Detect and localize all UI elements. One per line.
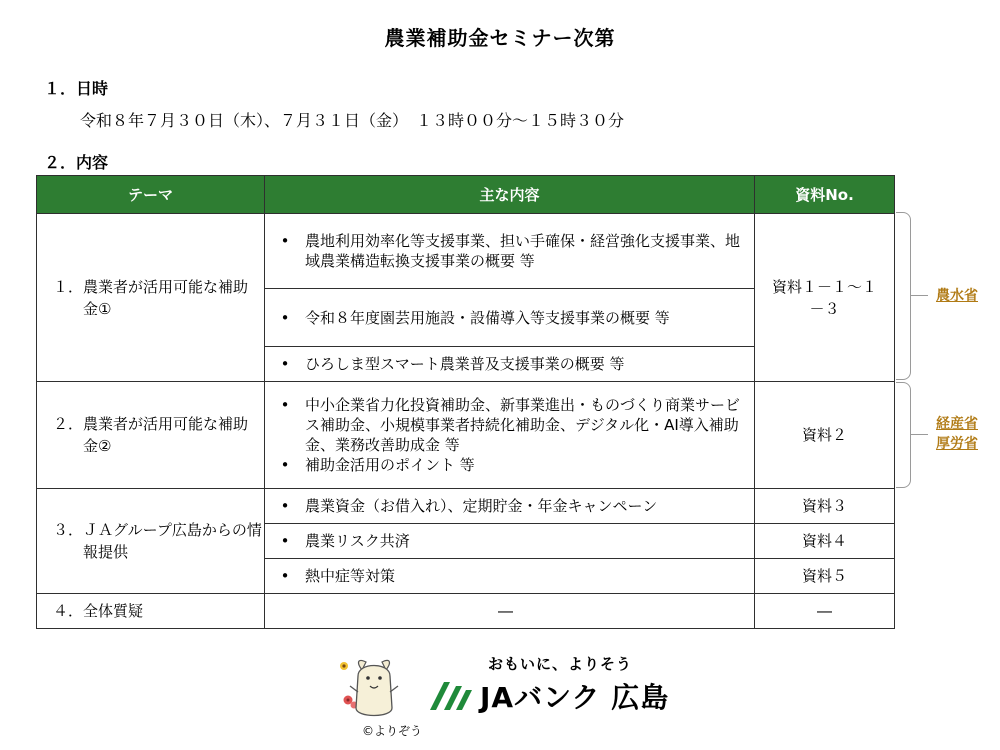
- content-cell: [265, 214, 755, 289]
- table-header-row: [37, 176, 895, 214]
- header-theme: テーマ: [37, 176, 265, 214]
- theme-cell: [37, 489, 265, 594]
- agency-label-mhlw: 厚労省: [936, 436, 978, 452]
- ref-cell: 資料５: [755, 559, 895, 594]
- theme-number: ４．: [53, 602, 84, 620]
- ref-cell: ―: [755, 594, 895, 629]
- copyright-text: ©よりぞう: [362, 724, 423, 738]
- theme-number: ２．: [53, 415, 84, 433]
- theme-cell: [37, 382, 265, 489]
- agency-label-maff: 農水省: [936, 288, 978, 304]
- theme-text: 農業者が活用可能な補助金②: [83, 415, 249, 455]
- table-row: [37, 489, 895, 524]
- content-item: 農地利用効率化等支援事業、担い手確保・経営強化支援事業、地域農業構造転換支援事業の概要 等: [305, 232, 741, 270]
- table-row: [37, 594, 895, 629]
- content-item: 熱中症等対策: [305, 567, 396, 585]
- mascot-yorizo-icon: [334, 656, 412, 726]
- bullet-icon: •: [280, 355, 290, 373]
- content-cell: [265, 559, 755, 594]
- content-cell: [265, 489, 755, 524]
- content-item: 農業資金（お借入れ）、定期貯金・年金キャンペーン: [305, 497, 658, 515]
- content-item: 補助金活用のポイント 等: [305, 456, 475, 474]
- content-cell: [265, 289, 755, 347]
- bracket-tick-meti-mhlw: [910, 434, 928, 435]
- content-cell: ―: [265, 594, 755, 629]
- theme-cell: [37, 594, 265, 629]
- agenda-table: [36, 175, 895, 629]
- bullet-icon: •: [280, 456, 290, 474]
- ref-cell: 資料１－１～１－３: [755, 214, 895, 382]
- content-cell: [265, 524, 755, 559]
- content-cell: [265, 347, 755, 382]
- bullet-icon: •: [280, 567, 290, 585]
- content-cell: [265, 382, 755, 489]
- brand-name: JAバンク 広島: [480, 681, 670, 714]
- bullet-icon: •: [280, 308, 290, 327]
- ref-cell: 資料２: [755, 382, 895, 489]
- content-item: 中小企業省力化投資補助金、新事業進出・ものづくり商業サービス補助金、小規模事業者持続化補助金、デジタル化・AI導入補助金、業務改善助成金 等: [305, 396, 741, 454]
- bracket-tick-maff: [910, 295, 928, 296]
- content-item: ひろしま型スマート農業普及支援事業の概要 等: [305, 355, 625, 373]
- header-content: 主な内容: [265, 176, 755, 214]
- brand-slogan: おもいに、よりそう: [488, 655, 633, 673]
- bullet-icon: •: [280, 396, 290, 414]
- bracket-meti-mhlw: [896, 382, 911, 488]
- page-title: 農業補助金セミナー次第: [384, 26, 616, 50]
- theme-number: ３．: [53, 521, 84, 539]
- ref-cell: 資料４: [755, 524, 895, 559]
- bullet-icon: •: [280, 232, 290, 250]
- content-item: 農業リスク共済: [305, 532, 410, 550]
- theme-number: １．: [53, 277, 84, 296]
- table-row: [37, 382, 895, 489]
- table-row: [37, 214, 895, 289]
- theme-text: 全体質疑: [83, 602, 144, 620]
- content-item: 令和８年度園芸用施設・設備導入等支援事業の概要 等: [305, 308, 670, 327]
- bullet-icon: •: [280, 497, 290, 515]
- theme-text: 農業者が活用可能な補助金①: [83, 277, 249, 318]
- ref-cell: 資料３: [755, 489, 895, 524]
- event-datetime: 令和８年７月３０日（木）、７月３１日（金） １３時００分～１５時３０分: [80, 111, 625, 130]
- section-heading-content: ２．内容: [44, 153, 109, 172]
- bullet-icon: •: [280, 532, 290, 550]
- theme-text: ＪＡグループ広島からの情報提供: [83, 521, 262, 561]
- ja-logo-icon: [428, 678, 476, 716]
- agency-label-meti: 経産省: [936, 416, 978, 432]
- header-ref: 資料No.: [755, 176, 895, 214]
- theme-cell: [37, 214, 265, 382]
- section-heading-datetime: １．日時: [44, 79, 109, 98]
- bracket-maff: [896, 212, 911, 380]
